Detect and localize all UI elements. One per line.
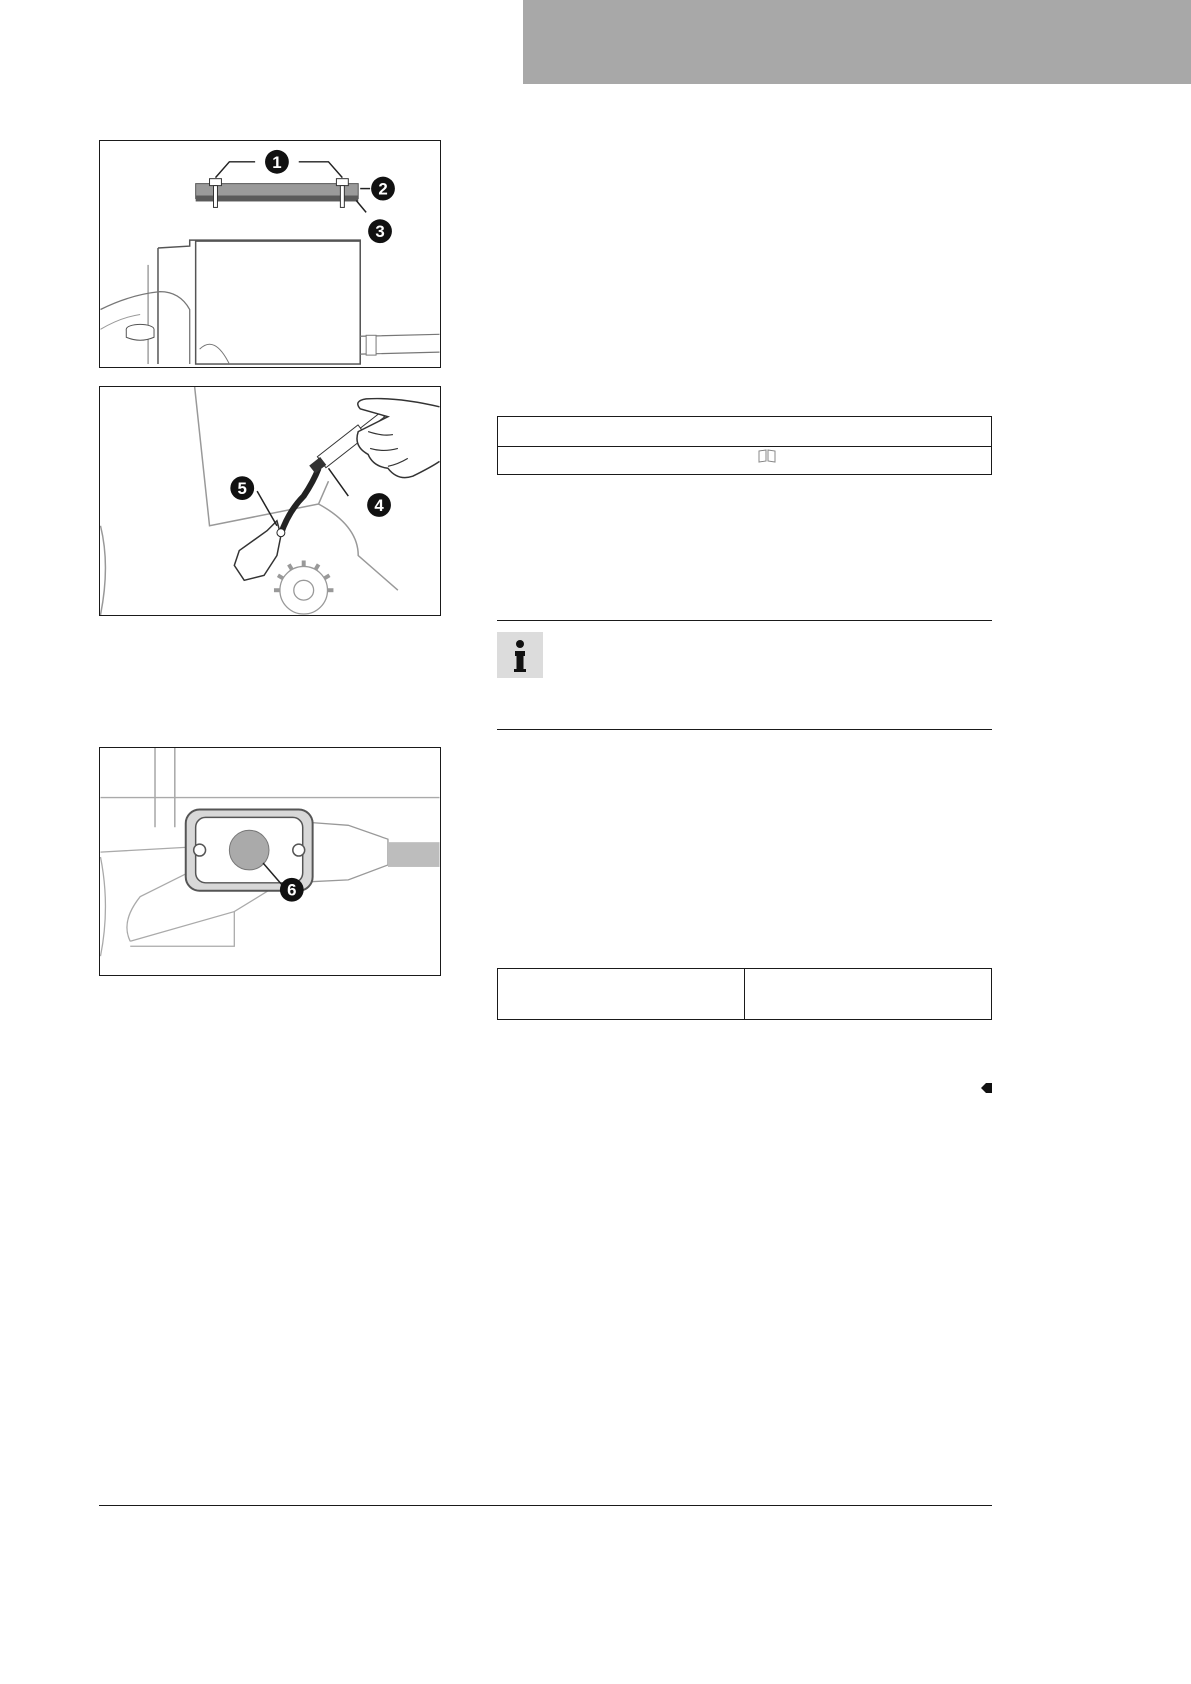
- callout-4-label: 4: [374, 495, 384, 515]
- callout-5-label: 5: [237, 479, 247, 499]
- specification-table: [497, 416, 992, 475]
- gasket-figure: [99, 140, 441, 368]
- gasket-illustration: [100, 141, 440, 367]
- info-icon: [497, 632, 543, 678]
- footer-rule: [99, 1505, 992, 1506]
- syringe-illustration: [100, 387, 440, 615]
- callout-1-label: 1: [272, 152, 282, 172]
- cover-illustration: [100, 748, 440, 975]
- chapter-header-bar: [523, 0, 1191, 84]
- callout-6-label: 6: [287, 880, 297, 900]
- end-of-section-icon: [979, 1081, 993, 1095]
- note-bottom-rule: [497, 729, 992, 730]
- callout-2-label: 2: [378, 179, 388, 199]
- book-icon: [758, 449, 776, 463]
- two-column-table: [497, 968, 992, 1020]
- callout-3-label: 3: [375, 222, 385, 242]
- note-top-rule: [497, 620, 992, 621]
- cover-figure: [99, 747, 441, 976]
- syringe-figure: [99, 386, 441, 616]
- table-column-divider: [744, 969, 745, 1019]
- table-row-divider: [498, 446, 991, 447]
